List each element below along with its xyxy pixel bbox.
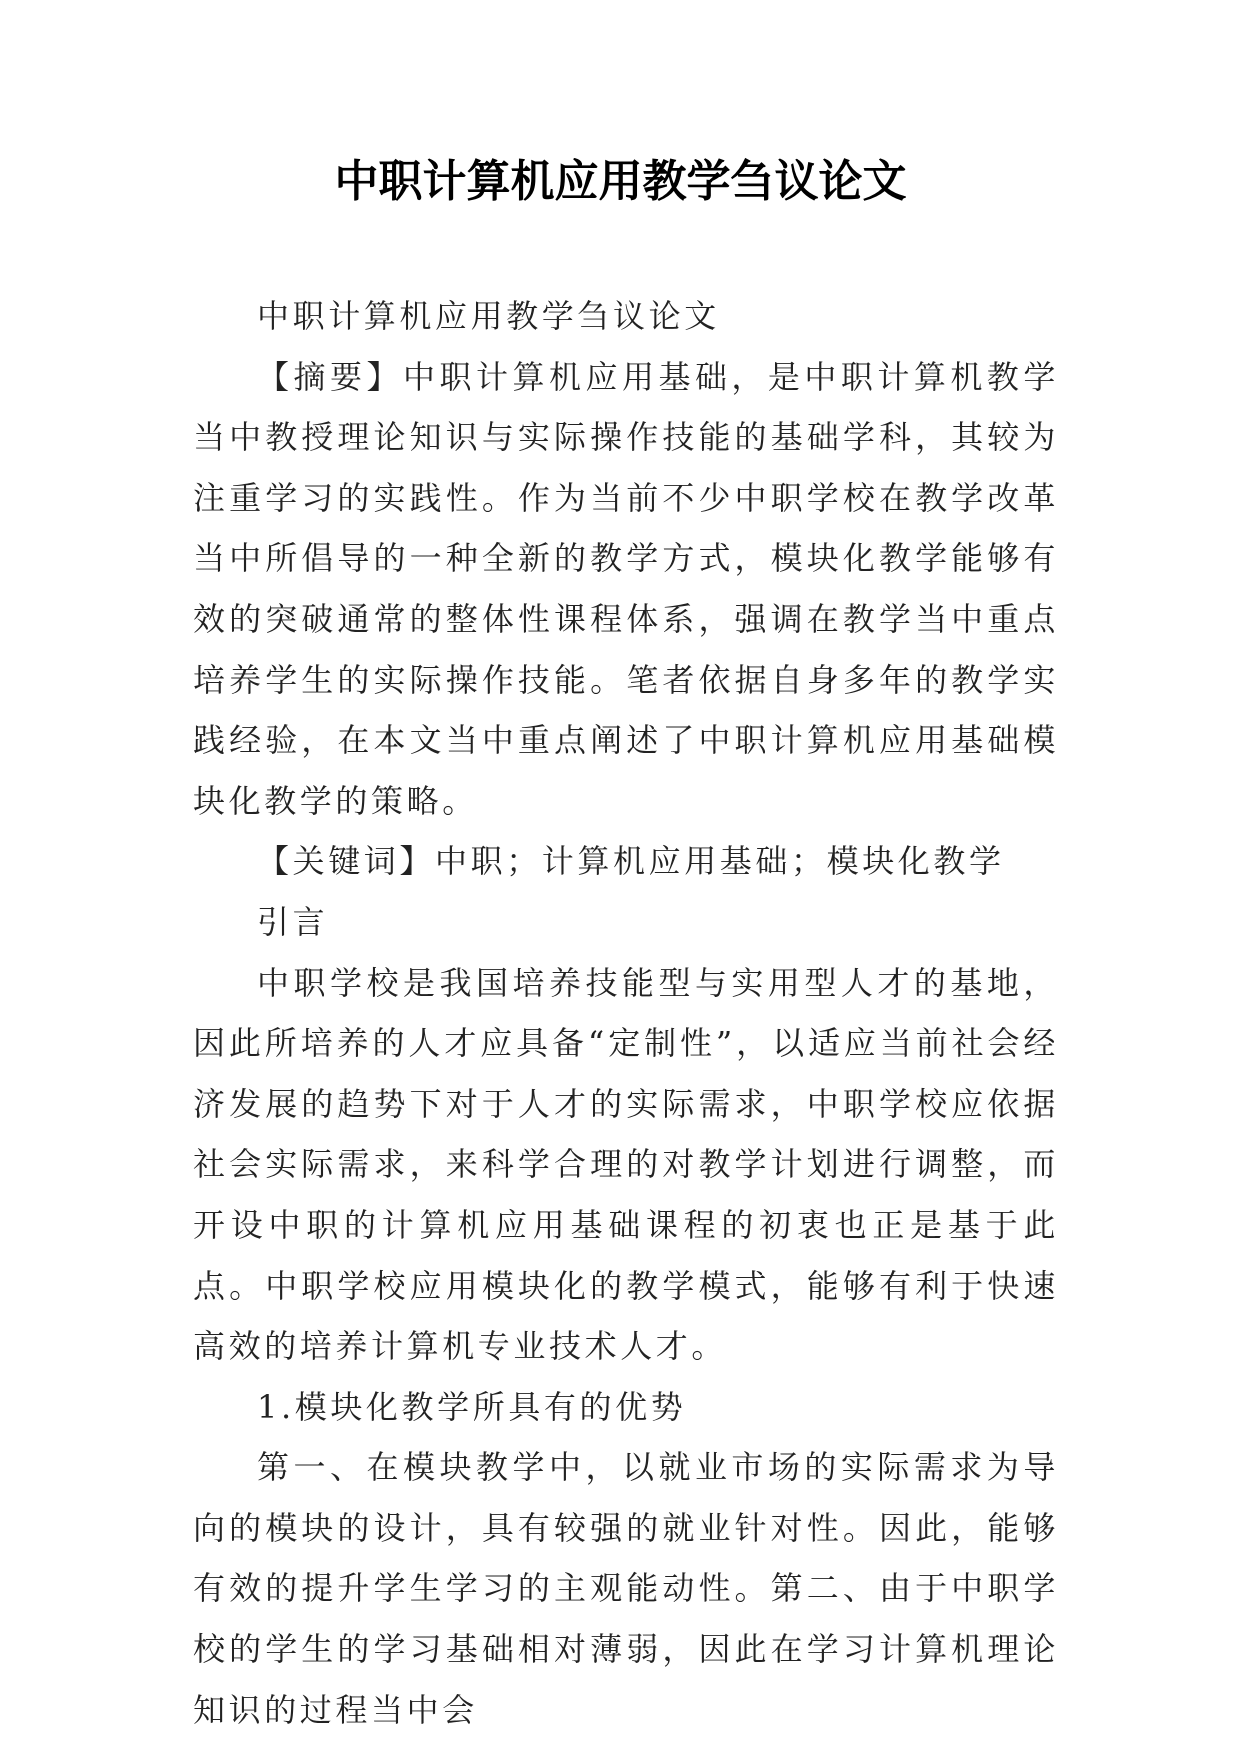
- paragraph-section-1-heading: 1.模块化教学所具有的优势: [257, 1387, 687, 1426]
- document-body: [193, 286, 1059, 1740]
- paragraph-heading: 中职计算机应用教学刍议论文: [257, 297, 720, 335]
- paragraph-keywords: 【关键词】中职；计算机应用基础；模块化教学: [257, 842, 1005, 881]
- document-title: 中职计算机应用教学刍议论文: [334, 156, 907, 207]
- paragraph-intro: 中职学校是我国培养技能型与实用型人才的基地，因此所培养的人才应具备“定制性”，以适应当前社会经济发展的趋势下对于人才的实际需求，中职学校应依据社会实际需求，来科学合理的对教学计划进行调整，而开设中职的计算机应用基础课程的初衷也正是基于此点。中职学校应用模块化的教学模式，能够有利于快速高效的培养计算机专业技术人才。: [193, 963, 1059, 1366]
- paragraph-intro-heading: 引言: [257, 902, 329, 941]
- paragraph-abstract: 【摘要】中职计算机应用基础，是中职计算机教学当中教授理论知识与实际操作技能的基础学科，其较为注重学习的实践性。作为当前不少中职学校在教学改革当中所倡导的一种全新的教学方式，模块化教学能够有效的突破通常的整体性课程体系，强调在教学当中重点培养学生的实际操作技能。笔者依据自身多年的教学实践经验，在本文当中重点阐述了中职计算机应用基础模块化教学的策略。: [193, 357, 1059, 820]
- paragraph-section-1: 第一、在模块教学中，以就业市场的实际需求为导向的模块的设计，具有较强的就业针对性。因此，能够有效的提升学生学习的主观能动性。第二、由于中职学校的学生的学习基础相对薄弱，因此在学习计算机理论知识的过程当中会: [193, 1448, 1059, 1729]
